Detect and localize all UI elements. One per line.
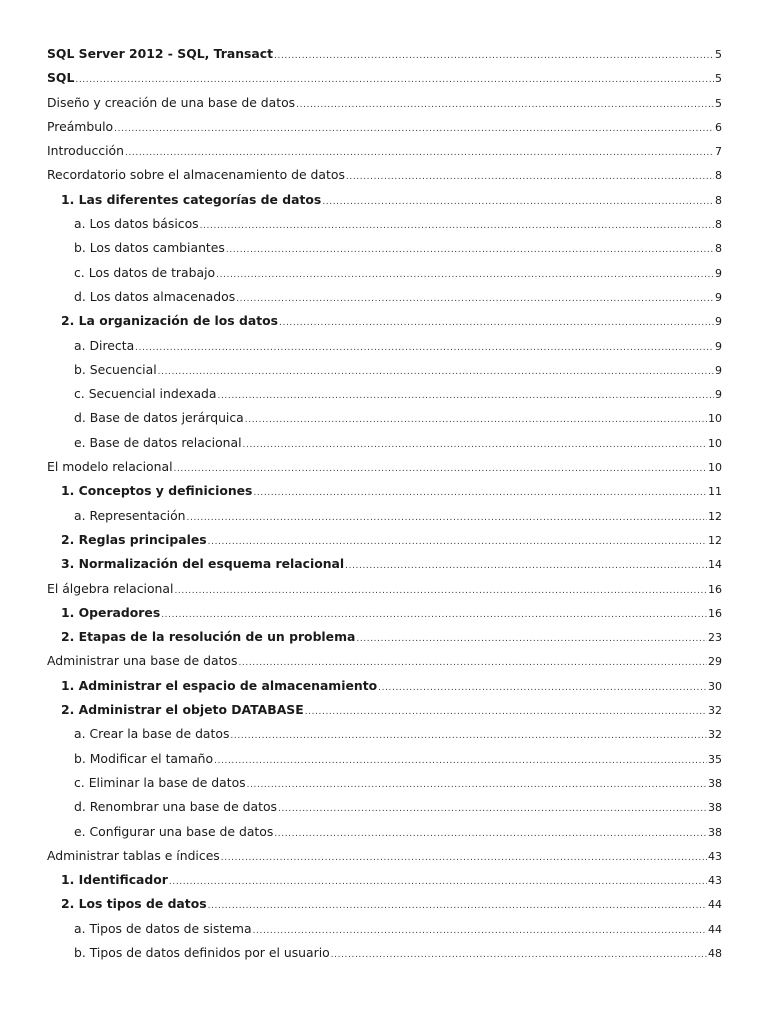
toc-dot-leader bbox=[174, 579, 707, 603]
toc-entry-title: e. Base de datos relacional bbox=[74, 434, 242, 450]
toc-page-number: 32 bbox=[708, 704, 722, 718]
toc-dot-leader bbox=[236, 287, 714, 311]
toc-page-number: 48 bbox=[708, 946, 722, 960]
toc-dot-leader bbox=[278, 797, 707, 821]
toc-entry[interactable] bbox=[47, 528, 722, 552]
toc-entry-title: Administrar tablas e índices bbox=[47, 847, 220, 863]
toc-entry[interactable] bbox=[47, 577, 722, 601]
toc-entry[interactable] bbox=[47, 236, 722, 260]
toc-page-number: 9 bbox=[715, 266, 722, 280]
toc-dot-leader bbox=[245, 408, 707, 432]
toc-dot-leader bbox=[169, 870, 707, 894]
toc-page-number: 38 bbox=[708, 825, 722, 839]
toc-entry-title: a. Tipos de datos de sistema bbox=[74, 920, 252, 936]
toc-dot-leader bbox=[114, 117, 714, 141]
toc-entry-title: Preámbulo bbox=[47, 118, 114, 134]
toc-entry-title: a. Representación bbox=[74, 507, 186, 523]
toc-dot-leader bbox=[221, 846, 707, 870]
toc-entry[interactable] bbox=[47, 455, 722, 479]
toc-dot-leader bbox=[208, 530, 707, 554]
toc-page-number: 8 bbox=[715, 218, 722, 232]
toc-entry-title: d. Los datos almacenados bbox=[74, 288, 236, 304]
toc-page-number: 9 bbox=[715, 363, 722, 377]
toc-entry[interactable] bbox=[47, 406, 722, 430]
toc-page-number: 5 bbox=[715, 48, 722, 61]
toc-dot-leader bbox=[125, 141, 714, 165]
toc-page-number: 30 bbox=[708, 679, 722, 693]
toc-page-number: 14 bbox=[708, 558, 722, 572]
toc-entry[interactable] bbox=[47, 892, 722, 916]
toc-page-number: 8 bbox=[715, 242, 722, 256]
toc-entry-title: 1. Administrar el espacio de almacenamiento bbox=[61, 677, 378, 693]
toc-dot-leader bbox=[216, 263, 714, 287]
toc-entry-title: 1. Conceptos y definiciones bbox=[61, 483, 253, 499]
toc-dot-leader bbox=[322, 190, 714, 214]
toc-entry[interactable] bbox=[47, 771, 722, 795]
toc-page-number: 44 bbox=[708, 922, 722, 936]
toc-entry-title: Diseño y creación de una base de datos bbox=[47, 94, 296, 110]
toc-entry[interactable] bbox=[47, 115, 722, 139]
toc-entry[interactable] bbox=[47, 601, 722, 625]
toc-page-number: 44 bbox=[708, 898, 722, 912]
toc-entry[interactable] bbox=[47, 747, 722, 771]
toc-page-number: 9 bbox=[715, 290, 722, 304]
toc-entry[interactable] bbox=[47, 504, 722, 528]
toc-page-number: 29 bbox=[708, 655, 722, 669]
toc-dot-leader bbox=[253, 481, 707, 505]
toc-entry[interactable] bbox=[47, 722, 722, 746]
toc-entry[interactable] bbox=[47, 479, 722, 503]
toc-entry[interactable] bbox=[47, 212, 722, 236]
toc-dot-leader bbox=[238, 651, 707, 675]
toc-entry[interactable] bbox=[47, 552, 722, 576]
toc-entry[interactable] bbox=[47, 941, 722, 965]
toc-entry-title: b. Tipos de datos definidos por el usuario bbox=[74, 944, 330, 960]
toc-entry[interactable] bbox=[47, 163, 722, 187]
toc-entry[interactable] bbox=[47, 261, 722, 285]
toc-entry[interactable] bbox=[47, 382, 722, 406]
toc-entry-title: c. Eliminar la base de datos bbox=[74, 774, 246, 790]
toc-page-number: 16 bbox=[708, 582, 722, 596]
toc-dot-leader bbox=[356, 627, 707, 651]
toc-entry[interactable] bbox=[47, 91, 722, 115]
toc-entry[interactable] bbox=[47, 334, 722, 358]
toc-page-number: 11 bbox=[708, 485, 722, 499]
toc-entry[interactable] bbox=[47, 795, 722, 819]
toc-entry-title: c. Secuencial indexada bbox=[74, 386, 217, 402]
toc-dot-leader bbox=[243, 433, 707, 457]
table-of-contents bbox=[47, 42, 722, 965]
toc-dot-leader bbox=[135, 336, 714, 360]
toc-page-number: 16 bbox=[708, 606, 722, 620]
toc-entry-title: e. Configurar una base de datos bbox=[74, 823, 274, 839]
toc-entry[interactable] bbox=[47, 820, 722, 844]
toc-dot-leader bbox=[296, 93, 714, 117]
toc-entry[interactable] bbox=[47, 674, 722, 698]
toc-page-number: 10 bbox=[708, 461, 722, 475]
toc-page-number: 8 bbox=[715, 169, 722, 183]
toc-entry-title: SQL Server 2012 - SQL, Transact bbox=[47, 46, 274, 61]
toc-entry-title: 2. La organización de los datos bbox=[61, 313, 279, 329]
toc-entry-title: 2. Etapas de la resolución de un problema bbox=[61, 629, 356, 645]
toc-dot-leader bbox=[218, 384, 715, 408]
toc-entry-title: d. Base de datos jerárquica bbox=[74, 410, 244, 426]
toc-entry[interactable] bbox=[47, 917, 722, 941]
toc-dot-leader bbox=[274, 822, 707, 846]
toc-dot-leader bbox=[75, 68, 714, 92]
toc-entry[interactable] bbox=[47, 625, 722, 649]
toc-entry-title: 2. Los tipos de datos bbox=[61, 896, 207, 912]
toc-page-number: 38 bbox=[708, 801, 722, 815]
toc-entry-title: 1. Las diferentes categorías de datos bbox=[61, 191, 322, 207]
toc-entry-title: a. Crear la base de datos bbox=[74, 726, 230, 742]
toc-entry[interactable] bbox=[47, 649, 722, 673]
toc-page-number: 9 bbox=[715, 315, 722, 329]
toc-dot-leader bbox=[208, 894, 707, 918]
toc-entry-title: b. Modificar el tamaño bbox=[74, 750, 214, 766]
toc-page-number: 10 bbox=[708, 436, 722, 450]
toc-page-number: 32 bbox=[708, 728, 722, 742]
toc-page-number: 43 bbox=[708, 874, 722, 888]
toc-dot-leader bbox=[346, 165, 714, 189]
toc-dot-leader bbox=[187, 506, 707, 530]
toc-page-number: 43 bbox=[708, 849, 722, 863]
toc-page-number: 35 bbox=[708, 752, 722, 766]
toc-dot-leader bbox=[158, 360, 714, 384]
toc-entry[interactable] bbox=[47, 285, 722, 309]
toc-page-number: 7 bbox=[715, 145, 722, 159]
toc-entry-title: b. Los datos cambiantes bbox=[74, 240, 225, 256]
toc-dot-leader bbox=[230, 724, 707, 748]
toc-entry-title: El álgebra relacional bbox=[47, 580, 174, 596]
toc-entry-title: Introducción bbox=[47, 143, 124, 159]
toc-page-number: 8 bbox=[715, 193, 722, 207]
toc-dot-leader bbox=[226, 238, 714, 262]
toc-entry-title: a. Los datos básicos bbox=[74, 216, 199, 232]
toc-page-number: 10 bbox=[708, 412, 722, 426]
toc-page-number: 9 bbox=[715, 339, 722, 353]
toc-page-number: 38 bbox=[708, 776, 722, 790]
toc-page-number: 12 bbox=[708, 533, 722, 547]
toc-dot-leader bbox=[214, 749, 707, 773]
toc-entry[interactable] bbox=[47, 358, 722, 382]
toc-entry[interactable] bbox=[47, 66, 722, 90]
toc-entry-title: El modelo relacional bbox=[47, 459, 173, 475]
toc-dot-leader bbox=[345, 554, 707, 578]
toc-dot-leader bbox=[279, 311, 714, 335]
toc-entry[interactable] bbox=[47, 431, 722, 455]
toc-page-number: 6 bbox=[715, 120, 722, 134]
toc-entry-title: Recordatorio sobre el almacenamiento de datos bbox=[47, 167, 345, 183]
toc-entry[interactable] bbox=[47, 309, 722, 333]
toc-page-number: 5 bbox=[715, 96, 722, 110]
toc-dot-leader bbox=[247, 773, 707, 797]
toc-entry-title: d. Renombrar una base de datos bbox=[74, 799, 277, 815]
toc-entry[interactable] bbox=[47, 42, 722, 66]
toc-dot-leader bbox=[274, 44, 714, 68]
toc-entry-title: SQL bbox=[47, 70, 75, 86]
toc-dot-leader bbox=[253, 919, 707, 943]
toc-entry-title: 3. Normalización del esquema relacional bbox=[61, 556, 345, 572]
toc-dot-leader bbox=[174, 457, 707, 481]
toc-page-number: 23 bbox=[708, 631, 722, 645]
toc-entry[interactable] bbox=[47, 698, 722, 722]
toc-entry-title: b. Secuencial bbox=[74, 361, 157, 377]
toc-entry[interactable] bbox=[47, 139, 722, 163]
toc-entry[interactable] bbox=[47, 868, 722, 892]
toc-dot-leader bbox=[161, 603, 707, 627]
toc-entry-title: a. Directa bbox=[74, 337, 135, 353]
toc-dot-leader bbox=[378, 676, 707, 700]
toc-entry-title: c. Los datos de trabajo bbox=[74, 264, 216, 280]
toc-entry-title: 1. Operadores bbox=[61, 604, 161, 620]
toc-entry-title: 1. Identificador bbox=[61, 872, 168, 888]
toc-entry[interactable] bbox=[47, 188, 722, 212]
toc-page-number: 12 bbox=[708, 509, 722, 523]
toc-entry-title: 2. Administrar el objeto DATABASE bbox=[61, 702, 304, 718]
toc-entry-title: 2. Reglas principales bbox=[61, 531, 207, 547]
toc-entry[interactable] bbox=[47, 844, 722, 868]
toc-dot-leader bbox=[305, 700, 707, 724]
toc-page-number: 9 bbox=[715, 388, 722, 402]
toc-dot-leader bbox=[200, 214, 714, 238]
toc-dot-leader bbox=[331, 943, 707, 967]
toc-page-number: 5 bbox=[715, 72, 722, 86]
toc-entry-title: Administrar una base de datos bbox=[47, 653, 238, 669]
